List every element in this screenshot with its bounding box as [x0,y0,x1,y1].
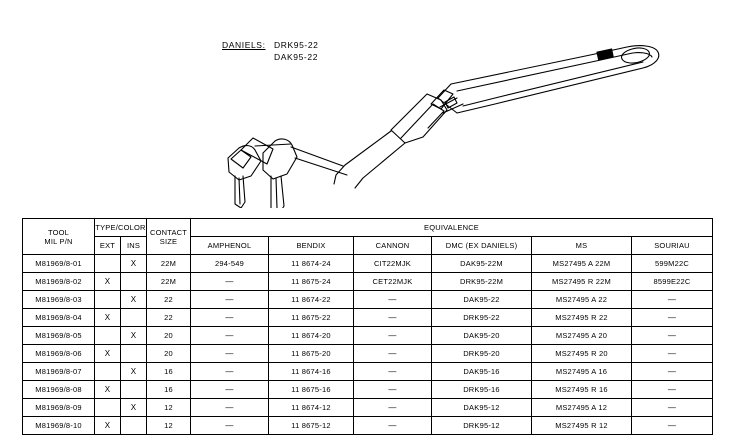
cell-ext [95,399,121,417]
cell-dmc: DRK95-20 [432,345,532,363]
table-row [23,345,713,363]
cell-ins: X [121,363,147,381]
cell-ext: X [95,309,121,327]
header-equivalence: EQUIVALENCE [191,219,713,237]
header-tool-mil-pn [23,219,95,255]
cell-ext: X [95,381,121,399]
cell-contact-size: 16 [147,381,191,399]
cell-contact-size: 12 [147,417,191,435]
cell-bendix: 11 8675-16 [269,381,354,399]
equivalence-table-body [23,255,713,435]
cell-bendix: 11 8675-22 [269,309,354,327]
cell-ext: X [95,345,121,363]
cell-ms: MS27495 R 22M [532,273,632,291]
cell-souriau: — [632,417,713,435]
cell-amphenol: — [191,363,269,381]
cell-bendix: 11 8674-20 [269,327,354,345]
cell-ext [95,363,121,381]
cell-dmc: DRK95-12 [432,417,532,435]
cell-tool-pn: M81969/8-02 [23,273,95,291]
header-souriau: SOURIAU [632,237,713,255]
cell-cannon: — [354,417,432,435]
cell-tool-pn: M81969/8-10 [23,417,95,435]
cell-tool-pn: M81969/8-03 [23,291,95,309]
cell-contact-size: 22 [147,309,191,327]
header-cannon: CANNON [354,237,432,255]
table-row [23,399,713,417]
cell-ins: X [121,291,147,309]
cell-cannon: — [354,309,432,327]
cell-contact-size: 22 [147,291,191,309]
cell-bendix: 11 8675-24 [269,273,354,291]
cell-bendix: 11 8674-12 [269,399,354,417]
cell-ins: X [121,399,147,417]
cell-bendix: 11 8674-22 [269,291,354,309]
cell-dmc: DAK95-20 [432,327,532,345]
cell-contact-size: 20 [147,345,191,363]
equivalence-table-container [22,218,712,435]
header-dmc: DMC (EX DANIELS) [432,237,532,255]
cell-souriau: — [632,399,713,417]
cell-ms: MS27495 A 12 [532,399,632,417]
table-row [23,327,713,345]
cell-amphenol: — [191,381,269,399]
table-row [23,309,713,327]
cell-tool-pn: M81969/8-06 [23,345,95,363]
cell-ms: MS27495 A 20 [532,327,632,345]
cell-amphenol: — [191,309,269,327]
cell-ext [95,327,121,345]
cell-ext [95,255,121,273]
cell-souriau: — [632,291,713,309]
cell-ms: MS27495 A 22M [532,255,632,273]
cell-cannon: — [354,399,432,417]
tool-illustration [0,0,733,210]
daniels-callout-value-2: DAK95-22 [274,52,319,62]
cell-souriau: — [632,309,713,327]
cell-bendix: 11 8674-24 [269,255,354,273]
table-row [23,273,713,291]
equivalence-table [22,218,713,435]
cell-tool-pn: M81969/8-07 [23,363,95,381]
cell-souriau: — [632,345,713,363]
cell-tool-pn: M81969/8-08 [23,381,95,399]
cell-amphenol: — [191,417,269,435]
cell-ext [95,291,121,309]
cell-amphenol: — [191,327,269,345]
cell-tool-pn: M81969/8-01 [23,255,95,273]
cell-amphenol: — [191,345,269,363]
header-amphenol: AMPHENOL [191,237,269,255]
cell-contact-size: 12 [147,399,191,417]
cell-ins: X [121,327,147,345]
header-contact-size [147,219,191,255]
cell-dmc: DRK95-16 [432,381,532,399]
cell-tool-pn: M81969/8-04 [23,309,95,327]
cell-ins [121,309,147,327]
cell-dmc: DRK95-22M [432,273,532,291]
table-row [23,291,713,309]
cell-cannon: CIT22MJK [354,255,432,273]
cell-amphenol: — [191,291,269,309]
cell-contact-size: 22M [147,255,191,273]
cell-contact-size: 22M [147,273,191,291]
header-bendix: BENDIX [269,237,354,255]
cell-contact-size: 16 [147,363,191,381]
cell-souriau: 8599E22C [632,273,713,291]
table-row [23,381,713,399]
cell-bendix: 11 8675-12 [269,417,354,435]
cell-dmc: DAK95-22 [432,291,532,309]
cell-souriau: — [632,363,713,381]
cell-ext: X [95,417,121,435]
cell-ins [121,273,147,291]
cell-dmc: DAK95-22M [432,255,532,273]
header-tool-line1: TOOL [47,227,70,237]
header-ins: INS [121,237,147,255]
cell-ms: MS27495 R 22 [532,309,632,327]
header-contact-line2: SIZE [159,236,178,246]
header-tool-line2: MIL P/N [44,236,73,246]
cell-amphenol: 294-549 [191,255,269,273]
header-contact-line1: CONTACT [149,227,188,237]
cell-cannon: — [354,345,432,363]
cell-souriau: — [632,327,713,345]
cell-ms: MS27495 R 12 [532,417,632,435]
insertion-removal-tool-drawing [195,18,665,208]
cell-dmc: DAK95-12 [432,399,532,417]
header-ext: EXT [95,237,121,255]
cell-ins [121,345,147,363]
table-row [23,417,713,435]
cell-ms: MS27495 A 22 [532,291,632,309]
cell-souriau: 599M22C [632,255,713,273]
cell-ms: MS27495 R 16 [532,381,632,399]
header-ms: MS [532,237,632,255]
cell-ms: MS27495 R 20 [532,345,632,363]
cell-bendix: 11 8675-20 [269,345,354,363]
table-row [23,363,713,381]
cell-cannon: CET22MJK [354,273,432,291]
cell-ext: X [95,273,121,291]
table-row [23,255,713,273]
daniels-callout-value-1: DRK95-22 [274,40,319,50]
cell-ins: X [121,255,147,273]
cell-ins [121,417,147,435]
daniels-callout-label: DANIELS: [222,40,266,50]
cell-bendix: 11 8674-16 [269,363,354,381]
cell-amphenol: — [191,273,269,291]
cell-ins [121,381,147,399]
table-header-row-2 [23,237,713,255]
cell-tool-pn: M81969/8-09 [23,399,95,417]
cell-ms: MS27495 A 16 [532,363,632,381]
cell-cannon: — [354,291,432,309]
cell-cannon: — [354,381,432,399]
cell-tool-pn: M81969/8-05 [23,327,95,345]
cell-cannon: — [354,327,432,345]
cell-souriau: — [632,381,713,399]
header-type-color: TYPE/COLOR [95,219,147,237]
cell-contact-size: 20 [147,327,191,345]
cell-dmc: DAK95-16 [432,363,532,381]
cell-cannon: — [354,363,432,381]
cell-dmc: DRK95-22 [432,309,532,327]
table-header-row-1 [23,219,713,237]
cell-amphenol: — [191,399,269,417]
